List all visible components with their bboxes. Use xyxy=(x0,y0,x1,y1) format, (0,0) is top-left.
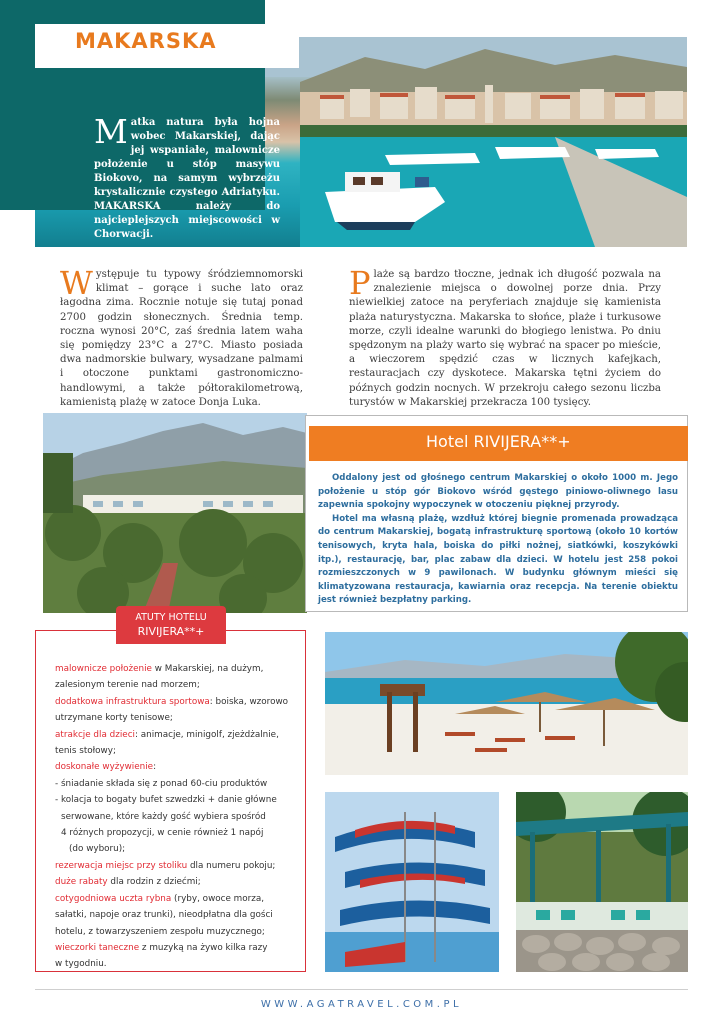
list-item xyxy=(55,874,289,890)
highlight: dodatkowa infrastruktura sportowa xyxy=(55,696,210,707)
list-item-cont: tenis stołowy; xyxy=(55,746,116,757)
hotel-description xyxy=(318,472,678,608)
hotel-landscape-image xyxy=(43,413,307,613)
list-item-cont: zalesionym terenie nad morzem; xyxy=(55,680,200,691)
atuty-list xyxy=(55,661,289,973)
page-title: MAKARSKA xyxy=(75,29,217,53)
item-text: dla rodzin z dziećmi; xyxy=(107,877,201,888)
hotel-desc-paragraph-2: Hotel ma własną plażę, wzdłuż której biegnie promenada prowadząca do centrum Makarskiej, bogatą infrastrukturę sportową (około 10 kortów tenisowych, kryta hala, boiska do piłki nożnej, siatkówki, koszykówki itp.), restaurację, bar, plac zabaw dla dzieci. W hotelu jest 258 pokoi rozmieszczonych w 9 pawilonach. W budynku głównym mieści się klimatyzowana restauracja, kawiarnia oraz recepcja. Na terenie obiektu jest również bezpłatny parking. xyxy=(318,513,678,606)
highlight: rezerwacja miejsc przy stoliku xyxy=(55,860,188,871)
item-text: dla numeru pokoju; xyxy=(187,860,276,871)
highlight: cotygodniowa uczta rybna xyxy=(55,893,172,904)
right-column xyxy=(349,264,661,410)
item-text: : animacje, minigolf, zjeżdżalnie, xyxy=(134,729,279,740)
list-item-cont: sałatki, napoje oraz trunki), nieodpłatna dla gości xyxy=(55,910,273,921)
list-item-sub: (do wyboru); xyxy=(69,844,126,855)
item-text: w Makarskiej, na dużym, xyxy=(151,664,264,674)
list-item-cont: hotelu, z towarzyszeniem zespołu muzycznego; xyxy=(55,926,265,937)
list-item xyxy=(55,858,289,874)
list-item xyxy=(55,661,289,677)
item-text: z muzyką na żywo kilka razy xyxy=(139,942,268,953)
item-text: : boiska, wzorowo xyxy=(209,696,289,707)
atuty-badge xyxy=(116,606,226,644)
atuty-badge-line-2: RIVIJERA**+ xyxy=(137,625,205,638)
right-column-text: laże są bardzo tłoczne, jednak ich długość pozwala na znalezienie miejsca o dowolnej porze dnia. Przy niewielkiej zatoce na peryferiach znajduje się kamienista plaża naturystyczna. Makarska to słońce, plaże i turkusowe morze, czyli idealne warunki do błogiego lenistwa. Po dniu spędzonym na plaży warto się wybrać na spacer po mieście, a wieczorem spędzić czas w licznych kafejkach, restauracjach czy dyskotece. Makarska tętni życiem do późnych godzin nocnych. W przekroju całego sezonu liczba turystów w Makarskiej przekracza 100 tysięcy. xyxy=(349,269,661,408)
list-item xyxy=(55,759,289,775)
beach-photo xyxy=(325,632,688,775)
footer-divider xyxy=(35,989,688,990)
hotel-title: Hotel RIVIJERA**+ xyxy=(426,432,571,451)
item-text: (ryby, owoce morza, xyxy=(171,893,265,904)
list-item-sub: 4 różnych propozycji, w cenie również 1 napój xyxy=(61,828,264,839)
hero-intro-text xyxy=(94,112,280,242)
highlight: duże rabaty xyxy=(55,877,108,888)
list-item-sub: - śniadanie składa się z ponad 60-ciu produktów xyxy=(55,778,268,789)
beach-image xyxy=(325,632,688,775)
drop-cap: P xyxy=(349,264,371,302)
list-item xyxy=(55,940,289,956)
list-item-cont: w tygodniu. xyxy=(55,959,107,970)
hotel-desc-paragraph-1: Oddalony jest od głośnego centrum Makarskiej o około 1000 m. Jego położenie u stóp gór Biokovo wśród gęstego piniowo-oliwnego lasu zapewnia spokojny wypoczynek w otoczeniu pięknej przyrody. xyxy=(318,473,678,511)
list-item xyxy=(55,694,289,710)
item-text: : xyxy=(153,762,157,773)
intro-body: atka natura była hojna wobec Makarskiej, dając jej wspaniałe, malownicze położenie u stóp masywu Biokovo, na samym wybrzeżu krystalicznie czystego Adriatyku. MAKARSKA należy do najcieplejszych miejscowości w Chorwacji. xyxy=(94,117,280,240)
hotel-photo xyxy=(43,413,307,613)
highlight: malownicze położenie xyxy=(55,664,152,674)
highlight: atrakcje dla dzieci xyxy=(55,729,135,740)
drop-cap: W xyxy=(60,264,93,302)
left-column xyxy=(60,264,303,410)
waterslide-photo xyxy=(325,792,499,972)
terrace-image xyxy=(516,792,688,972)
list-item xyxy=(55,891,289,907)
left-column-text: ystępuje tu typowy śródziemnomorski klimat – gorące i suche lato oraz łagodna zima. Rocznie notuje się tutaj ponad 2700 godzin słonecznych. Średnia temp. roczna wynosi 20°C, zaś średnia latem waha się pomiędzy 23°C a 27°C. Miasto posiada dwa nadmorskie bulwary, wysadzane palmami i otoczone punktami gastronomiczno-handlowymi, a także półtorakilometrową, kamienistą plażę w zatoce Donja Luka. xyxy=(60,269,303,408)
list-item-cont: utrzymane korty tenisowe; xyxy=(55,713,173,724)
waterslide-image xyxy=(325,792,499,972)
highlight: doskonałe wyżywienie xyxy=(55,762,154,773)
atuty-badge-line-1: ATUTY HOTELU xyxy=(135,612,207,623)
terrace-photo xyxy=(516,792,688,972)
footer-website-link[interactable]: WWW.AGATRAVEL.COM.PL xyxy=(260,999,463,1010)
list-item-sub: serwowane, które każdy gość wybiera spośród xyxy=(61,811,266,822)
list-item-sub: - kolacja to bogaty bufet szwedzki + danie główne xyxy=(55,795,277,806)
highlight: wieczorki taneczne xyxy=(55,942,140,953)
drop-cap: M xyxy=(94,112,128,151)
list-item xyxy=(55,727,289,743)
